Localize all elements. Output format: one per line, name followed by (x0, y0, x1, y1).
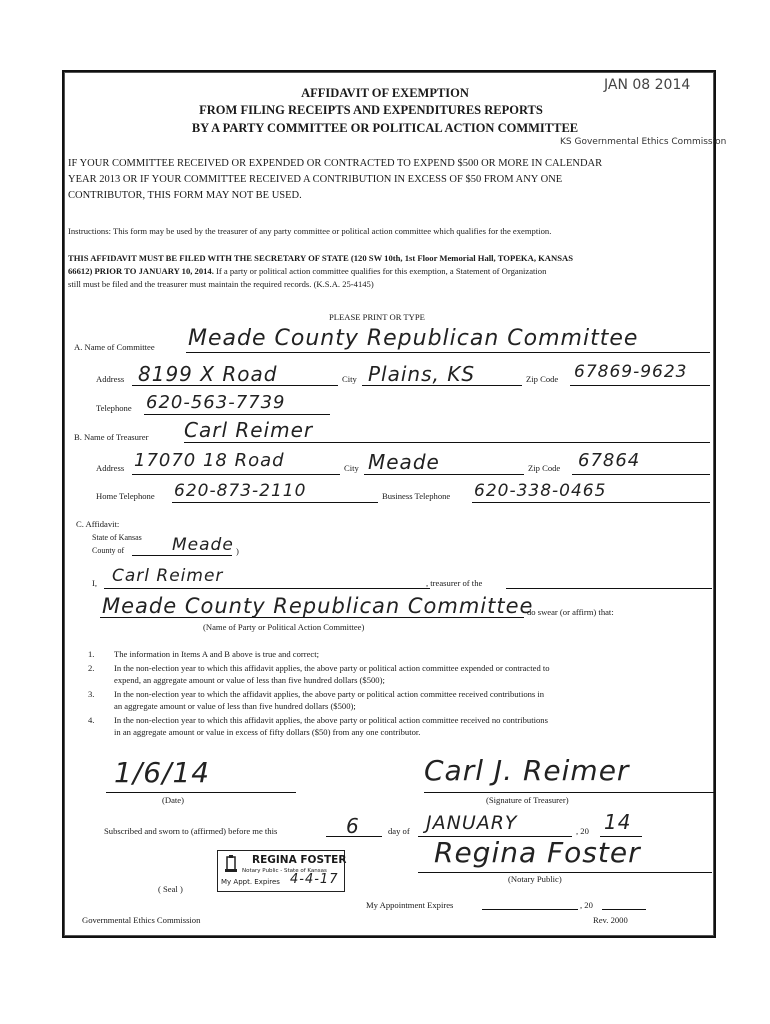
notary-stamp (217, 850, 345, 892)
footer-right: Rev. 2000 (593, 915, 628, 925)
print-note: PLEASE PRINT OR TYPE (329, 312, 425, 322)
county-paren: ) (236, 546, 239, 556)
notary-signature[interactable]: Regina Foster (434, 836, 641, 869)
statement-2-cont: expend, an aggregate amount or value of less than five hundred dollars ($500); (114, 675, 385, 685)
form-title: AFFIDAVIT OF EXEMPTION (301, 86, 469, 100)
business-phone-label: Business Telephone (382, 491, 451, 501)
filing-deadline: 66612) PRIOR TO JANUARY 10, 2014. (68, 266, 214, 276)
county-value[interactable]: Meade (172, 535, 234, 555)
committee-phone-label: Telephone (96, 403, 132, 413)
party-name-value[interactable]: Meade County Republican Committee (102, 594, 534, 618)
committee-city-value[interactable]: Plains, KS (368, 362, 476, 386)
home-phone-line (172, 502, 378, 503)
statement-num: 1. (88, 649, 95, 659)
year-prefix: , 20 (576, 826, 589, 836)
subscribed-label: Subscribed and sworn to (affirmed) before me this (104, 826, 278, 836)
statement-3 (88, 689, 544, 699)
day-of-label: day of (388, 826, 410, 836)
treasurer-city-line (364, 474, 524, 475)
filing-line-2-rest: If a party or political action committee qualifies for this exemption, a Statement of Organization (213, 266, 547, 276)
notary-stamp-expires-label: My Appt. Expires (221, 878, 280, 886)
party-caption: (Name of Party or Political Action Committee) (203, 622, 365, 632)
committee-name-label: A. Name of Committee (74, 342, 155, 352)
treasurer-address-line (132, 474, 340, 475)
committee-zip-value[interactable]: 67869-9623 (574, 362, 688, 382)
agency-stamp: KS Governmental Ethics Commission (560, 137, 727, 147)
committee-address-value[interactable]: 8199 X Road (138, 362, 278, 386)
treasurer-signature-line (424, 792, 716, 793)
statement-num: 3. (88, 689, 95, 699)
treasurer-name-line (184, 442, 710, 443)
statement-num: 2. (88, 663, 95, 673)
home-phone-label: Home Telephone (96, 491, 155, 501)
county-label: County of (92, 546, 125, 555)
treasurer-of-line (506, 588, 712, 589)
treasurer-zip-line (572, 474, 710, 475)
affiant-label: I, (92, 578, 98, 588)
committee-name-value[interactable]: Meade County Republican Committee (188, 326, 639, 351)
statement-4 (88, 715, 548, 725)
treasurer-city-label: City (344, 463, 359, 473)
swear-text: do swear (or affirm) that: (527, 607, 614, 617)
treasurer-address-label: Address (96, 463, 125, 473)
warning-line-2: YEAR 2013 OR IF YOUR COMMITTEE RECEIVED A CONTRIBUTION IN EXCESS OF $50 FROM ANY ONE (68, 174, 563, 185)
affiant-line (104, 588, 430, 589)
business-phone-line (472, 502, 710, 503)
date-caption: (Date) (162, 795, 184, 805)
warning-line-1: IF YOUR COMMITTEE RECEIVED OR EXPENDED OR CONTRACTED TO EXPEND $500 OR MORE IN CALENDAR (68, 158, 603, 169)
home-phone-value[interactable]: 620-873-2110 (174, 481, 307, 501)
statement-text: In the non-election year to which this affidavit applies, the above party or political action committee received no contributions (114, 715, 548, 725)
filing-line-1: THIS AFFIDAVIT MUST BE FILED WITH THE SECRETARY OF STATE (120 SW 10th, 1st Floor Memorial Hall, TOPEKA, KANSAS (68, 253, 573, 263)
treasurer-zip-label: Zip Code (528, 463, 561, 473)
business-phone-value[interactable]: 620-338-0465 (474, 481, 607, 501)
seal-label: ( Seal ) (158, 884, 183, 894)
county-line (132, 555, 232, 556)
committee-zip-label: Zip Code (526, 374, 559, 384)
notary-caption: (Notary Public) (508, 874, 562, 884)
statement-num: 4. (88, 715, 95, 725)
committee-address-label: Address (96, 374, 125, 384)
treasurer-signature[interactable]: Carl J. Reimer (424, 754, 630, 787)
affidavit-label: C. Affidavit: (76, 519, 120, 529)
day-value[interactable]: 6 (346, 814, 360, 838)
committee-city-label: City (342, 374, 357, 384)
form-subtitle-1: FROM FILING RECEIPTS AND EXPENDITURES REPORTS (199, 103, 543, 117)
committee-phone-line (144, 414, 330, 415)
received-date-stamp: JAN 08 2014 (604, 77, 691, 93)
appointment-year-line (602, 909, 646, 910)
date-line (106, 792, 296, 793)
notary-seal-icon (224, 855, 238, 873)
treasurer-caption: (Signature of Treasurer) (486, 795, 569, 805)
committee-phone-value[interactable]: 620-563-7739 (146, 392, 286, 413)
affiant-value[interactable]: Carl Reimer (112, 566, 224, 586)
state-label: State of Kansas (92, 533, 142, 542)
statement-4-cont: in an aggregate amount or value in excess of fifty dollars ($50) from any one contributor. (114, 727, 421, 737)
filing-line-3: still must be filed and the treasurer must maintain the required records. (K.S.A. 25-4145) (68, 279, 374, 289)
statement-3-cont: an aggregate amount or value of less than five hundred dollars ($500); (114, 701, 356, 711)
footer-left: Governmental Ethics Commission (82, 915, 201, 925)
appointment-line (482, 909, 578, 910)
notary-signature-line (418, 872, 712, 873)
form-subtitle-2: BY A PARTY COMMITTEE OR POLITICAL ACTION COMMITTEE (191, 121, 579, 135)
treasurer-address-value[interactable]: 17070 18 Road (134, 450, 285, 471)
year-value[interactable]: 14 (604, 810, 632, 834)
statement-text: In the non-election year to which this affidavit applies, the above party or political action committee expended or contracted to (114, 663, 550, 673)
treasurer-name-value[interactable]: Carl Reimer (184, 418, 314, 442)
notary-stamp-expires: 4-4-17 (290, 872, 339, 887)
notary-stamp-name: REGINA FOSTER (252, 854, 347, 866)
statement-1 (88, 649, 319, 659)
treasurer-city-value[interactable]: Meade (368, 450, 440, 474)
date-value[interactable]: 1/6/14 (114, 756, 211, 789)
month-value[interactable]: JANUARY (426, 812, 518, 834)
treasurer-of-label: , treasurer of the (426, 578, 483, 588)
committee-name-line (186, 352, 710, 353)
treasurer-zip-value[interactable]: 67864 (578, 450, 641, 471)
warning-line-3: CONTRIBUTOR, THIS FORM MAY NOT BE USED. (68, 190, 302, 201)
statement-text: The information in Items A and B above is true and correct; (114, 649, 319, 659)
appointment-label: My Appointment Expires (366, 900, 454, 910)
notary-stamp-state: Notary Public - State of Kansas (242, 868, 327, 874)
filing-line-2 (68, 266, 546, 276)
statement-2 (88, 663, 550, 673)
appointment-year-prefix: , 20 (580, 900, 593, 910)
treasurer-name-label: B. Name of Treasurer (74, 432, 149, 442)
instructions-text: Instructions: This form may be used by the treasurer of any party committee or political action committee which qualifies for the exemption. (68, 226, 552, 236)
committee-zip-line (570, 385, 710, 386)
statement-text: In the non-election year to which the affidavit applies, the above party or political action committee received contributions in (114, 689, 545, 699)
